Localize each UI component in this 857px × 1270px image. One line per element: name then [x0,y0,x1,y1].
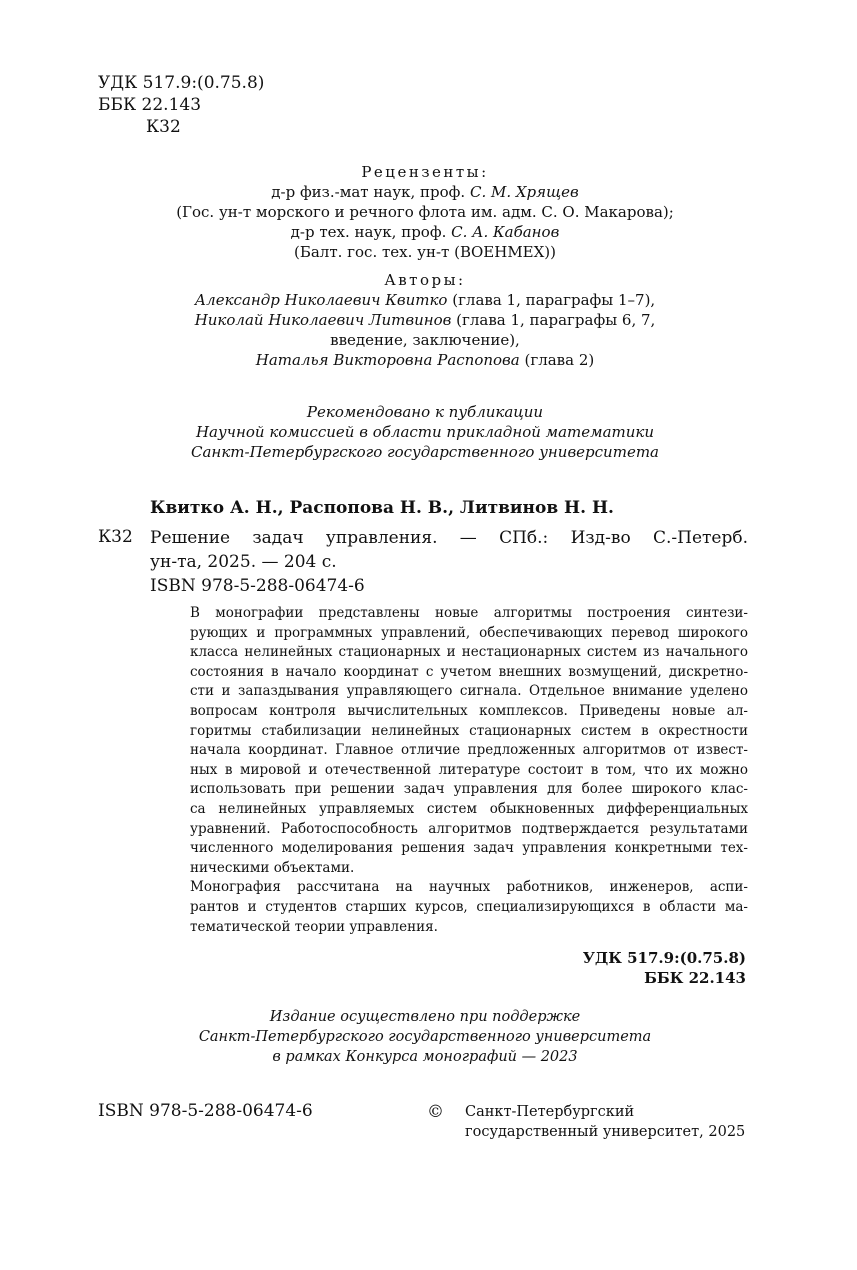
footer-isbn: ISBN 978-5-288-06474-6 [98,1101,313,1121]
copyright-holder [465,1102,745,1142]
annotation-line: ническими объектами. [190,859,355,876]
annotation-line: вопросам контроля вычислительных комплексов. Приведены новые ал- [190,702,748,719]
annotation-line: уравнений. Работоспособность алгоритмов подтверждается результатами [190,820,748,837]
author-2-name: Николай Николаевич Литвинов [194,311,452,329]
support-note [120,1007,730,1067]
author-2 [120,310,730,330]
annotation-line: состояния в начало координат с учетом внешних возмущений, дискретно- [190,663,748,680]
reviewer-2 [120,222,730,242]
publisher-line: государственный университет, 2025 [465,1124,746,1140]
card-isbn: ISBN 978-5-288-06474-6 [150,576,365,596]
card-authors: Квитко А. Н., Распопова Н. В., Литвинов Н. Н. [150,498,614,518]
reviewer-2-name: С. А. Кабанов [451,223,560,241]
author-3-name: Наталья Викторовна Распопова [255,351,520,369]
annotation-line: тематической теории управления. [190,918,438,935]
annotation-line: Монография рассчитана на научных работников, инженеров, аспи- [190,879,748,896]
annotation-line: использовать при решении задач управления для более широкого клас- [190,781,748,798]
copyright-icon: © [427,1102,444,1122]
author-1-note: (глава 1, параграфы 1–7), [447,291,656,309]
support-line: Санкт-Петербургского государственного университета [198,1029,652,1045]
annotation-line: сти и запаздывания управляющего сигнала. Отдельное внимание уделено [190,683,748,700]
author-3 [120,350,730,370]
bbk-code-bold: ББК 22.143 [644,969,746,987]
author-mark: К32 [146,117,181,137]
authors-section [120,270,730,370]
annotation-line: численного моделирования решения задач управления конкретными тех- [190,840,748,857]
author-1-name: Александр Николаевич Квитко [194,291,448,309]
recommendation-line: Санкт-Петербургского государственного университета [191,443,659,461]
annotation-line: са нелинейных управляемых систем обыкновенных дифференциальных [190,800,748,817]
card-title-line2: ун-та, 2025. — 204 с. [150,552,337,572]
annotation-line: начала координат. Главное отличие предложенных алгоритмов от извест- [190,742,748,759]
reviewers-heading: Рецензенты: [361,163,489,181]
support-line: Издание осуществлено при поддержке [269,1009,581,1025]
classification-right [583,948,746,988]
annotation-paragraph-2 [150,878,748,937]
reviewer-1 [120,182,730,202]
reviewer-2-degree: д-р тех. наук, проф. [290,223,452,241]
card-bibliographic [150,526,748,598]
annotation-line: класса нелинейных стационарных и нестационарных систем из начального [190,644,748,661]
author-1 [120,290,730,310]
support-line: в рамках Конкурса монографий — 2023 [272,1049,578,1065]
udk-code: УДК 517.9:(0.75.8) [98,73,265,93]
reviewer-1-degree: д-р физ.-мат наук, проф. [271,183,470,201]
reviewer-2-org: (Балт. гос. тех. ун-т (ВОЕНМЕХ)) [293,243,557,261]
classification-block [98,72,264,138]
author-3-note: (глава 2) [519,351,595,369]
udk-code-bold: УДК 517.9:(0.75.8) [582,949,746,967]
annotation-line: рантов и студентов старших курсов, специализирующихся в области ма- [190,898,748,915]
recommendation-line: Научной комиссией в области прикладной математики [195,423,655,441]
reviewers-section [120,162,730,262]
annotation-line: горитмы стабилизации нелинейных стационарных систем в окрестности [190,722,748,739]
annotation-paragraph-1 [150,604,748,878]
author-2-note: (глава 1, параграфы 6, 7, [451,311,656,329]
author-2-note-cont: введение, заключение), [330,331,520,349]
annotation-line: рующих и программных управлений, обеспечивающих перевод широкого [190,624,748,641]
reviewer-1-org: (Гос. ун-т морского и речного флота им. адм. С. О. Макарова); [176,203,674,221]
annotation-line: ных в мировой и отечественной литературе состоит в том, что их можно [190,761,748,778]
recommendation-line: Рекомендовано к публикации [306,403,544,421]
bbk-code: ББК 22.143 [98,95,202,115]
annotation-line: В монографии представлены новые алгоритмы построения синтези- [190,605,748,621]
card-title-line1: Решение задач управления. — СПб.: Изд-во С.-Петерб. [150,528,748,548]
reviewer-1-name: С. М. Хрящев [469,183,579,201]
recommendation-section [120,402,730,462]
annotation [150,604,748,937]
publisher-line: Санкт-Петербургский [465,1104,635,1120]
card-author-mark: К32 [98,527,133,547]
authors-heading: Авторы: [384,271,466,289]
